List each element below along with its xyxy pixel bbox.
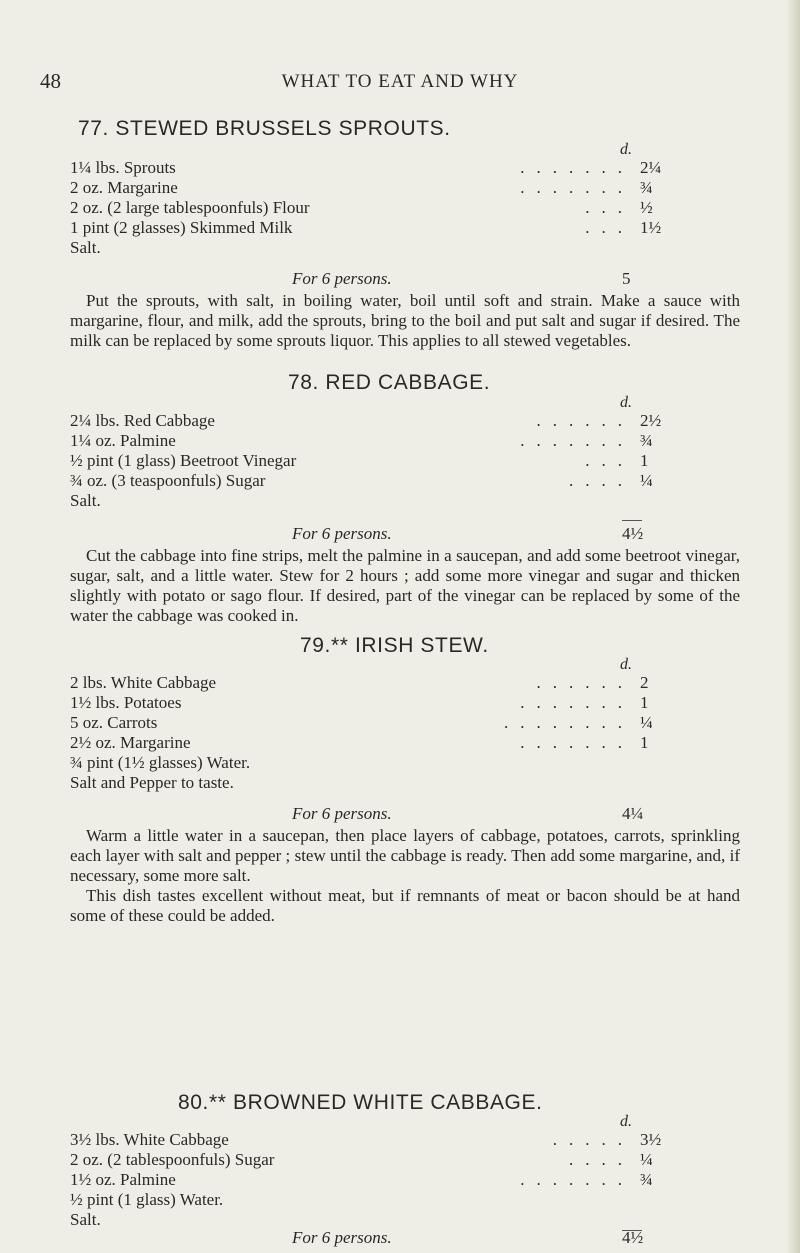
ingredient-list: [70, 673, 670, 793]
ingredient-row: Salt.: [70, 491, 101, 510]
recipe-method: [70, 546, 740, 626]
ingredient-row: 1 pint (2 glasses) Skimmed Milk ... 1½: [70, 218, 670, 238]
ingredient-cost: ¼: [640, 713, 653, 732]
ingredient-row: 2 oz. (2 tablespoonfuls) Sugar .... ¼: [70, 1150, 670, 1170]
ingredient-row: 1½ oz. Palmine ....... ¾: [70, 1170, 670, 1190]
page-header: [40, 69, 760, 99]
ingredient-cost: ¾: [640, 431, 653, 450]
recipe-method: [70, 826, 740, 926]
ingredient-cost: 3½: [640, 1130, 662, 1149]
serves-note: For 6 persons.: [292, 1228, 392, 1247]
ingredient-cost: ½: [640, 198, 653, 217]
page-edge-shadow: [786, 0, 800, 1253]
recipe-title: 78. RED CABBAGE.: [288, 371, 491, 394]
recipe-method: [70, 291, 740, 351]
currency-heading: d.: [620, 394, 632, 411]
recipe-title: 80.** BROWNED WHITE CABBAGE.: [178, 1091, 543, 1114]
ingredient-row: Salt and Pepper to taste.: [70, 773, 234, 792]
ingredient-cost: 2: [640, 673, 649, 692]
ingredient-row: 2 lbs. White Cabbage ...... 2: [70, 673, 670, 693]
running-head: WHAT TO EAT AND WHY: [281, 71, 519, 92]
ingredient-list: [70, 158, 670, 258]
currency-heading: d.: [620, 141, 632, 158]
serves-note: For 6 persons.: [292, 269, 392, 288]
ingredient-cost: ¼: [640, 471, 653, 490]
ingredient-row: 2½ oz. Margarine ....... 1: [70, 733, 670, 753]
ingredient-list: [70, 1130, 670, 1230]
ingredient-list: [70, 411, 670, 511]
ingredient-row: 3½ lbs. White Cabbage ..... 3½: [70, 1130, 670, 1150]
currency-heading: d.: [620, 1113, 632, 1130]
recipe-total: 4½: [622, 1228, 644, 1247]
ingredient-cost: 1: [640, 733, 649, 752]
method-paragraph: Put the sprouts, with salt, in boiling water, boil until soft and strain. Make a sauce with margarine, flour, and milk, add the sprouts, bring to the boil and put salt and sugar if desired. The milk can be replaced by some sprouts liquor. This applies to all stewed vegetables.: [70, 291, 740, 350]
currency-heading: d.: [620, 656, 632, 673]
serves-note: For 6 persons.: [292, 524, 392, 543]
ingredient-cost: 1: [640, 451, 649, 470]
ingredient-row: 2 oz. Margarine ....... ¾: [70, 178, 670, 198]
recipe-total: 4½: [622, 524, 644, 543]
ingredient-row: ½ pint (1 glass) Beetroot Vinegar ... 1: [70, 451, 670, 471]
ingredient-cost: ¾: [640, 1170, 653, 1189]
ingredient-row: 1¼ oz. Palmine ....... ¾: [70, 431, 670, 451]
recipe-title: 79.** IRISH STEW.: [300, 634, 489, 657]
ingredient-row: 2¼ lbs. Red Cabbage ...... 2½: [70, 411, 670, 431]
serves-note: For 6 persons.: [292, 804, 392, 823]
ingredient-cost: ¼: [640, 1150, 653, 1169]
ingredient-row: 2 oz. (2 large tablespoonfuls) Flour ... ½: [70, 198, 670, 218]
ingredient-row: 1¼ lbs. Sprouts ....... 2¼: [70, 158, 670, 178]
recipe-title: 77. STEWED BRUSSELS SPROUTS.: [78, 117, 451, 140]
ingredient-row: ¾ pint (1½ glasses) Water.: [70, 753, 251, 772]
recipe-total: 5: [622, 269, 631, 288]
ingredient-row: Salt.: [70, 1210, 101, 1229]
method-paragraph: This dish tastes excellent without meat, but if remnants of meat or bacon should be at hand some of these could be added.: [70, 886, 740, 925]
method-paragraph: Cut the cabbage into fine strips, melt the palmine in a saucepan, and add some beetroot vinegar, sugar, salt, and a little water. Stew for 2 hours ; add some more vinegar and sugar and thicken slightly with potato or sago flour. If desired, part of the vinegar can be replaced by some of the water the cabbage was cooked in.: [70, 546, 740, 625]
page-number: 48: [40, 69, 61, 93]
ingredient-cost: 2¼: [640, 158, 662, 177]
ingredient-cost: 1: [640, 693, 649, 712]
ingredient-row: ½ pint (1 glass) Water.: [70, 1190, 224, 1209]
ingredient-cost: 1½: [640, 218, 662, 237]
ingredient-cost: ¾: [640, 178, 653, 197]
total-rule: [622, 520, 642, 521]
recipe-total: 4¼: [622, 804, 644, 823]
ingredient-cost: 2½: [640, 411, 662, 430]
ingredient-row: ¾ oz. (3 teaspoonfuls) Sugar .... ¼: [70, 471, 670, 491]
ingredient-row: 1½ lbs. Potatoes ....... 1: [70, 693, 670, 713]
ingredient-row: Salt.: [70, 238, 101, 257]
ingredient-row: 5 oz. Carrots ........ ¼: [70, 713, 670, 733]
method-paragraph: Warm a little water in a saucepan, then place layers of cabbage, potatoes, carrots, sprinkling each layer with salt and pepper ; stew until the cabbage is ready. Then add some margarine, and, if necessary, some more salt.: [70, 826, 740, 885]
